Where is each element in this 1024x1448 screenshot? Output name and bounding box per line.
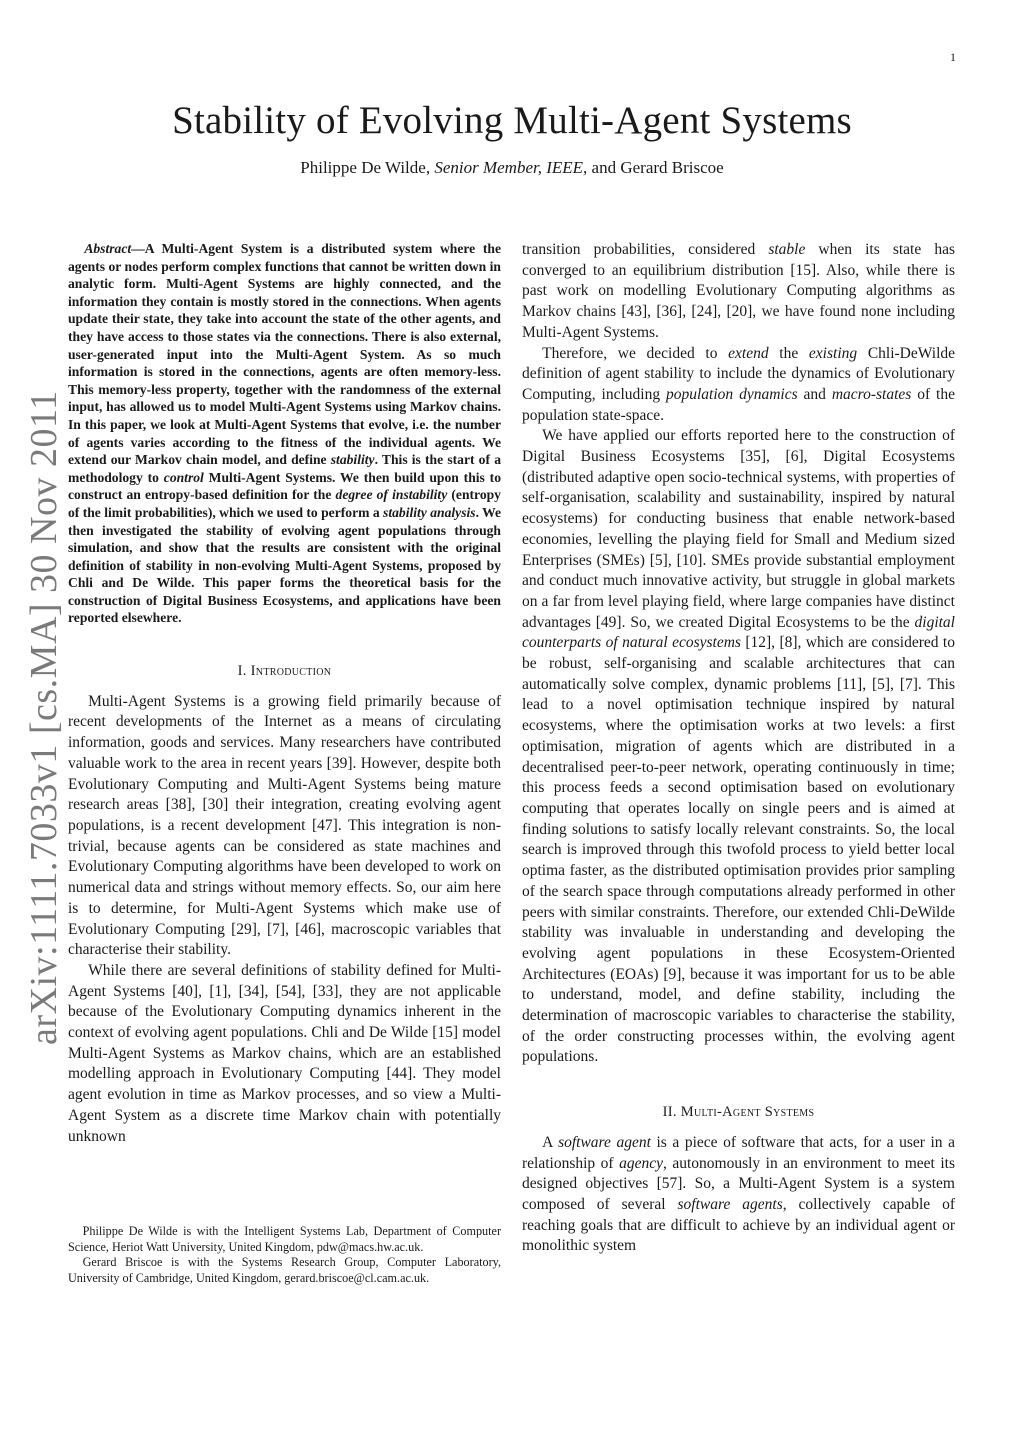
paragraph-text: Chli-DeWilde definition of agent stability to include the dynamics of Evolutionary Computing, including xyxy=(522,344,956,403)
abstract-emphasis: control xyxy=(163,469,204,485)
section-heading-multi-agent-systems xyxy=(522,1102,955,1123)
intro-paragraph-1: Multi-Agent Systems is a growing field primarily because of recent developments of the Internet as a means of circulating information, goods and services. Many researchers have contributed valuable work to the area in recent years [39]. However, despite both Evolutionary Computing and Multi-Agent Systems being mature research areas [38], [30] their integration, creating evolving agent populations, is a recent development [47]. This integration is non-trivial, because agents can be considered as state machines and Evolutionary Computing algorithms have been developed to work on numerical data and strings without memory effects. So, our aim here is to determine, for Multi-Agent Systems which make use of Evolutionary Computing [29], [7], [46], macroscopic variables that characterise their stability. xyxy=(68,692,501,959)
paragraph-text: Therefore, we decided to xyxy=(542,344,729,362)
left-column xyxy=(68,240,501,1147)
paper-title: Stability of Evolving Multi-Agent Systems xyxy=(172,99,852,142)
abstract-text: . This is the start of a methodology to xyxy=(68,452,501,485)
footnote-2: Gerard Briscoe is with the Systems Research Group, Computer Laboratory, University of Cambridge, United Kingdom, gerard.briscoe@cl.cam.ac.uk. xyxy=(68,1255,501,1285)
paragraph-emphasis: stable xyxy=(768,241,806,258)
right-paragraph-3 xyxy=(522,426,955,1068)
abstract-text: . We then investigated the stability of evolving agent populations through simulation, and show that the results are consistent with the original definition of stability in non-evolving Multi-Agent Systems, proposed by Chli and De Wilde. This paper forms the theoretical basis for the construction of Digital Business Ecosystems, and applications have been reported elsewhere. xyxy=(68,504,501,626)
footnote-1: Philippe De Wilde is with the Intelligent Systems Lab, Department of Computer Science, Heriot Watt University, United Kingdom, pdw@macs.hw.ac.uk. xyxy=(68,1224,501,1254)
section-title: Introduction xyxy=(250,663,332,680)
abstract-emphasis: stability analysis xyxy=(383,504,476,520)
paragraph-emphasis: population dynamics xyxy=(666,385,798,403)
paragraph-emphasis: digital counterparts of natural ecosystems xyxy=(522,613,955,652)
right-paragraph-2 xyxy=(522,344,955,427)
section-number: I. xyxy=(237,663,247,680)
author-membership: Senior Member, IEEE xyxy=(434,158,584,177)
paragraph-text: is a piece of software that acts, for a user in a relationship of xyxy=(522,1133,955,1172)
abstract-emphasis: degree of instability xyxy=(335,487,448,503)
author-footnotes xyxy=(68,1224,501,1286)
paragraph-text: [12], [8], which are considered to be robust, self-organising and scalable architectures that can automatically solve complex, dynamic problems [11], [5], [7]. This lead to a novel optimisation technique inspired by natural ecosystems, where the optimisation works at two levels: a first optimisation, migration of agents which are distributed in a decentralised peer-to-peer network, operating continuously in time; this process feeds a second optimisation based on evolutionary computing that operates locally on single peers and is aimed at finding solutions to satisfy locally relevant constraints. So, the local search is improved through this twofold process to yield better local optima faster, as the distributed optimisation provides prior sampling of the search space through computations already performed in other peers with similar constraints. Therefore, our extended Chli-DeWilde stability was invaluable in understanding and developing the evolving agent populations in these Ecosystem-Oriented Architectures (EOAs) [9], because it was important for us to be able to understand, model, and define stability, including the determination of macroscopic variables to characterise the stability, of the order constructing processes within, the evolving agent populations. xyxy=(522,634,955,1066)
abstract-text: (entropy of the limit probabilities), which we used to perform a xyxy=(68,487,501,520)
abstract-emphasis: stability xyxy=(330,452,375,468)
paragraph-text: , autonomously in an environment to meet its designed objectives [57]. So, a Multi-Agent System is a system composed of several xyxy=(522,1154,956,1213)
section-title: Multi-Agent Systems xyxy=(680,1104,815,1121)
paragraph-text: when its state has converged to an equilibrium distribution [15]. Also, while there is past work on modelling Evolutionary Computing algorithms as Markov chains [43], [36], [24], [20], we have found none including Multi-Agent Systems. xyxy=(522,241,955,341)
mas-paragraph-1 xyxy=(522,1133,955,1257)
abstract xyxy=(68,240,501,627)
page-number: 1 xyxy=(950,50,956,64)
paragraph-text: We have applied our efforts reported here to the construction of Digital Business Ecosystems [35], [6], Digital Ecosystems (distributed adaptive open socio-technical systems, with properties of self-organisation, scalability and sustainability, inspired by natural ecosystems) for conducting business that enable network-based economies, levelling the playing field for Small and Medium sized Enterprises (SMEs) [5], [10]. SMEs provide substantial employment and conduct much innovative activity, but struggle in global markets on a far from level playing field, where large companies have distinct advantages [49]. So, we created Digital Ecosystems to be the xyxy=(522,427,955,631)
author-name-2: , and Gerard Briscoe xyxy=(583,158,724,177)
paragraph-emphasis: existing xyxy=(808,344,858,362)
paragraph-emphasis: software agent xyxy=(558,1133,651,1151)
right-column xyxy=(522,240,955,1257)
section-heading-introduction xyxy=(68,661,501,682)
section-number: II. xyxy=(662,1104,677,1121)
paragraph-emphasis: software agents xyxy=(677,1195,783,1213)
abstract-label: Abstract xyxy=(84,241,132,256)
paragraph-text: , collectively capable of reaching goals that are difficult to achieve by an individual agent or monolithic system xyxy=(522,1195,955,1255)
paragraph-emphasis: extend xyxy=(728,344,769,362)
paragraph-emphasis: macro-states xyxy=(831,385,912,403)
paragraph-text: of the population state-space. xyxy=(522,385,955,424)
right-paragraph-1 xyxy=(522,240,955,344)
paragraph-text: A xyxy=(542,1133,559,1151)
author-line xyxy=(0,158,1024,178)
paragraph-text: the xyxy=(768,344,809,362)
paragraph-emphasis: agency xyxy=(619,1154,663,1172)
paragraph-text: transition probabilities, considered xyxy=(522,241,769,258)
abstract-text: —A Multi-Agent System is a distributed system where the agents or nodes perform complex functions that cannot be written down in analytic form. Multi-Agent Systems are highly connected, and the information they contain is mostly stored in the connections. When agents update their state, they take into account the state of the other agents, and they have access to those states via the connections. There is also external, user-generated input into the Multi-Agent System. As so much information is stored in the connections, agents are often memory-less. This memory-less property, together with the randomness of the external input, has allowed us to model Multi-Agent Systems using Markov chains. In this paper, we look at Multi-Agent Systems that evolve, i.e. the number of agents varies according to the fitness of the individual agents. We extend our Markov chain model, and define xyxy=(68,241,501,468)
arxiv-watermark: arXiv:1111.7033v1 [cs.MA] 30 Nov 2011 xyxy=(23,390,65,1045)
intro-paragraph-2: While there are several definitions of stability defined for Multi-Agent Systems [40], [1], [34], [54], [33], they are not applicable because of the Evolutionary Computing dynamics inherent in the context of evolving agent populations. Chli and De Wilde [15] model Multi-Agent Systems as Markov chains, which are an established modelling approach in Evolutionary Computing [44]. They model agent evolution in time as Markov processes, and so view a Multi-Agent System as a discrete time Markov chain with potentially unknown xyxy=(68,961,501,1145)
abstract-text: Multi-Agent Systems. We then build upon this to construct an entropy-based definition for the xyxy=(68,469,501,503)
author-name-1: Philippe De Wilde, xyxy=(300,158,431,177)
paragraph-text: and xyxy=(797,385,832,403)
